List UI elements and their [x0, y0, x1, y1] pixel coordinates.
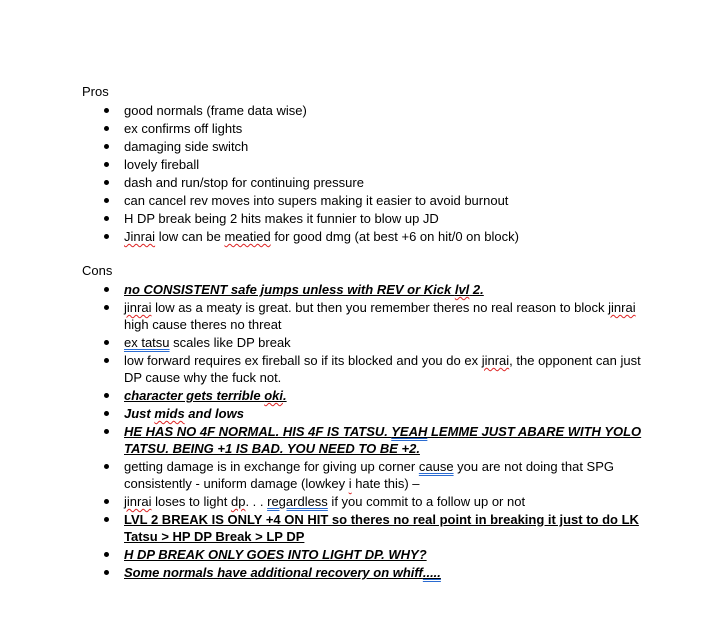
cons-item: H DP BREAK ONLY GOES INTO LIGHT DP. WHY? [124, 546, 642, 563]
cons-item: character gets terrible oki. [124, 387, 642, 404]
spell-flag[interactable]: meatied [224, 229, 271, 244]
cons-item: Just mids and lows [124, 405, 642, 422]
cons-heading: Cons [82, 263, 113, 278]
spell-flag[interactable]: mids [154, 406, 185, 421]
pros-item: ex confirms off lights [124, 120, 642, 137]
pros-heading: Pros [82, 84, 109, 99]
spell-flag[interactable]: dp [230, 494, 246, 509]
cons-item: no CONSISTENT safe jumps unless with REV or Kick lvl 2. [124, 281, 642, 298]
spell-flag[interactable]: oki [264, 388, 283, 403]
grammar-flag[interactable]: ex tatsu [124, 335, 170, 350]
spell-flag[interactable]: jinrai [608, 300, 636, 315]
pros-item: Jinrai low can be meatied for good dmg (at best +6 on hit/0 on block) [124, 228, 642, 245]
spell-flag[interactable]: jinrai [124, 494, 152, 509]
cons-list [82, 281, 642, 581]
pros-list [82, 102, 642, 245]
cons-item: ex tatsu scales like DP break [124, 334, 642, 351]
spell-flag[interactable]: lvl [454, 282, 470, 297]
spell-flag[interactable]: jinrai [481, 353, 510, 368]
spell-flag[interactable]: jinrai [124, 300, 152, 315]
spell-flag[interactable]: Jinrai [124, 229, 156, 244]
cons-item: Some normals have additional recovery on whiff..... [124, 564, 642, 581]
pros-item: good normals (frame data wise) [124, 102, 642, 119]
cons-item: LVL 2 BREAK IS ONLY +4 ON HIT so theres no real point in breaking it just to do LK Tatsu > HP DP Break > LP DP [124, 511, 642, 545]
grammar-flag[interactable]: regardless [267, 494, 328, 509]
cons-item: jinrai low as a meaty is great. but then you remember theres no real reason to block jinrai high cause theres no threat [124, 299, 642, 333]
pros-item: dash and run/stop for continuing pressure [124, 174, 642, 191]
spell-flag[interactable]: i [348, 476, 352, 491]
document-body [82, 83, 642, 582]
pros-item: H DP break being 2 hits makes it funnier to blow up JD [124, 210, 642, 227]
grammar-flag[interactable]: cause [418, 459, 454, 474]
pros-item: can cancel rev moves into supers making it easier to avoid burnout [124, 192, 642, 209]
cons-item: low forward requires ex fireball so if its blocked and you do ex jinrai, the opponent can just DP cause why the fuck not. [124, 353, 641, 385]
cons-item: jinrai loses to light dp. . . regardless if you commit to a follow up or not [124, 493, 642, 510]
grammar-flag[interactable]: ..... [422, 565, 441, 580]
pros-item: damaging side switch [124, 138, 642, 155]
cons-item: getting damage is in exchange for giving up corner cause you are not doing that SPG consistently - uniform damage (lowkey i hate this) – [124, 458, 642, 492]
pros-item: lovely fireball [124, 156, 642, 173]
grammar-flag[interactable]: YEAH [391, 424, 428, 439]
cons-item: HE HAS NO 4F NORMAL. HIS 4F IS TATSU. YEAH LEMME JUST ABARE WITH YOLO TATSU. BEING +1 IS BAD. YOU NEED TO BE +2. [124, 424, 642, 456]
